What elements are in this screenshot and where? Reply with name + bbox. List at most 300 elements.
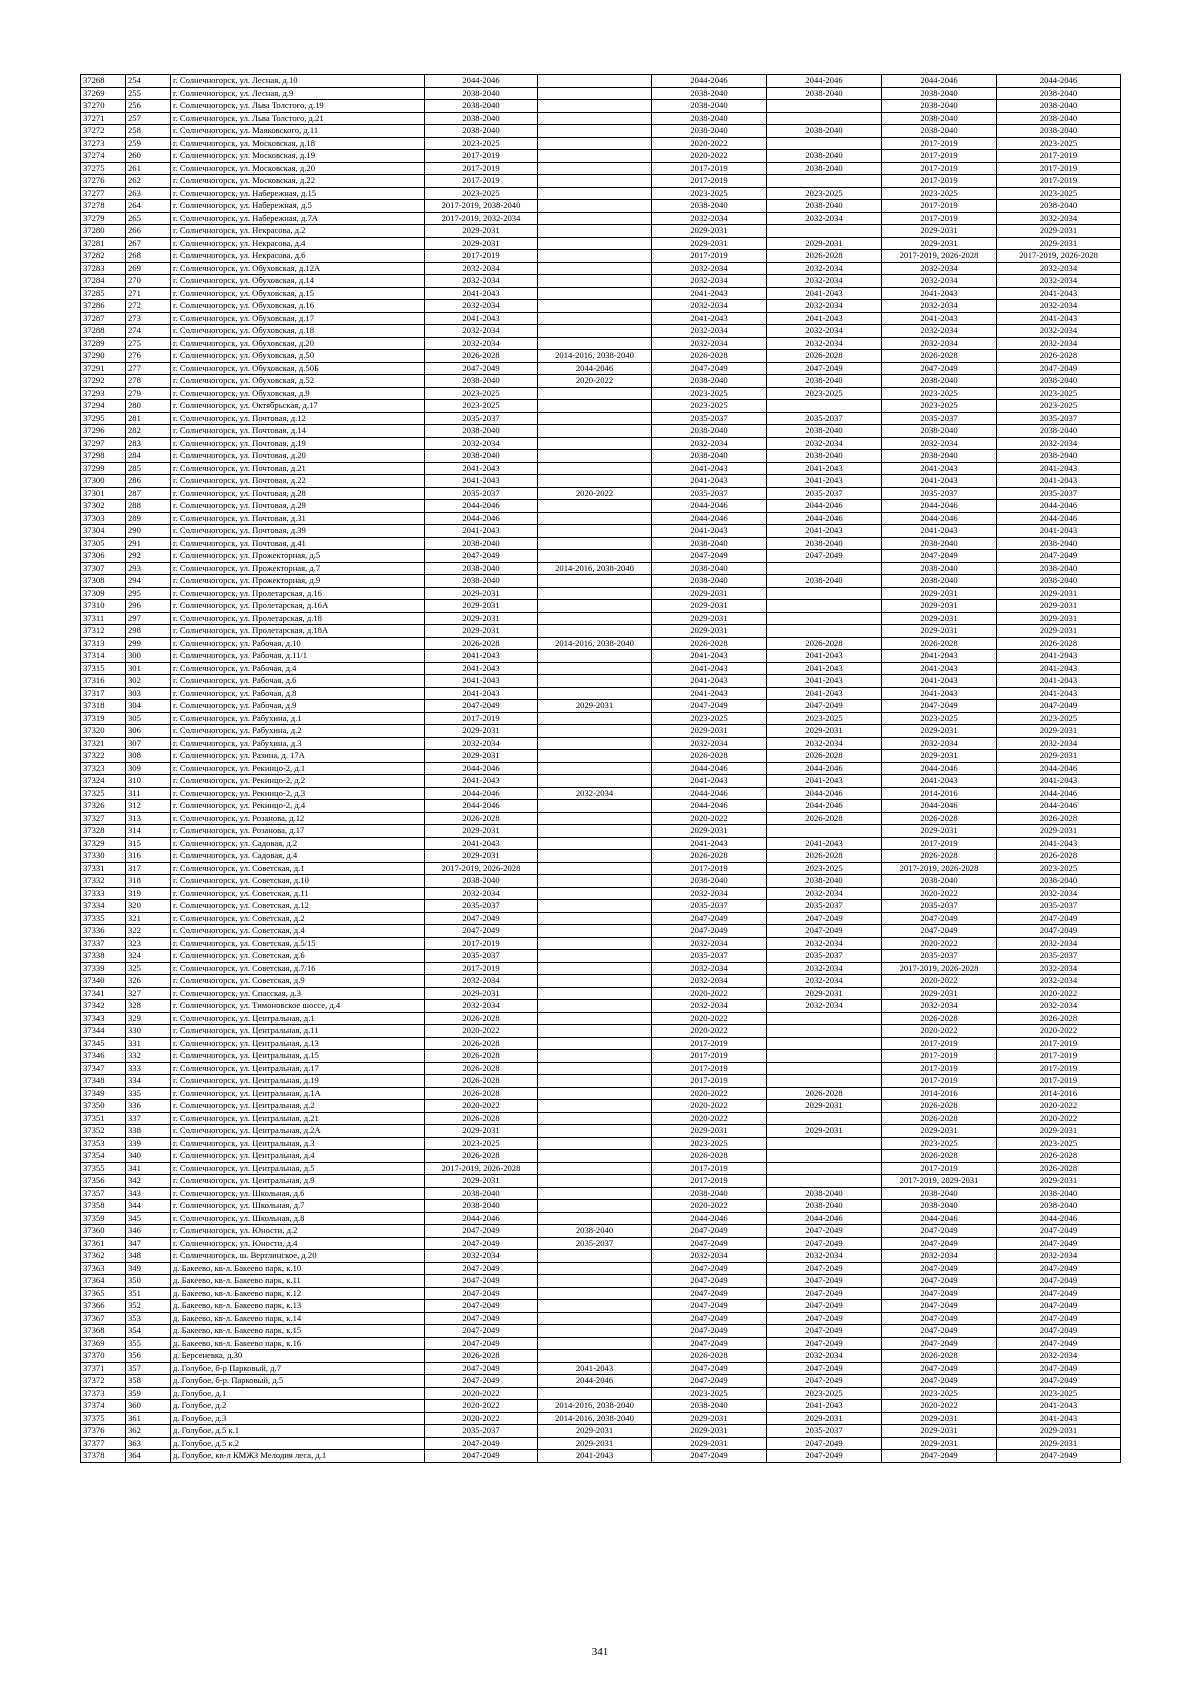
cell-address: д. Бакеево, кв-л. Бакеево парк, к.15	[171, 1325, 425, 1338]
cell-period-2: 2038-2040	[538, 1225, 652, 1238]
cell-period-2	[538, 262, 652, 275]
cell-record-id: 37286	[81, 300, 126, 313]
cell-item-number: 306	[126, 725, 171, 738]
cell-period-6: 2044-2046	[997, 75, 1121, 88]
cell-period-4: 2026-2028	[767, 1087, 882, 1100]
cell-record-id: 37364	[81, 1275, 126, 1288]
cell-address: д. Голубое, д.2	[171, 1400, 425, 1413]
cell-address: г. Солнечногорск, ул. Почтовая, д.21	[171, 462, 425, 475]
cell-period-3: 2041-2043	[652, 650, 767, 663]
table-row	[81, 537, 1121, 550]
cell-period-5: 2020-2022	[882, 1025, 997, 1038]
table-row	[81, 925, 1121, 938]
cell-period-6: 2032-2034	[997, 300, 1121, 313]
cell-period-5: 2035-2037	[882, 412, 997, 425]
cell-period-6: 2047-2049	[997, 1362, 1121, 1375]
cell-period-3: 2020-2022	[652, 1100, 767, 1113]
cell-period-3: 2029-2031	[652, 1437, 767, 1450]
table-row	[81, 1200, 1121, 1213]
cell-period-2	[538, 662, 652, 675]
cell-period-4: 2047-2049	[767, 1337, 882, 1350]
cell-period-2	[538, 1100, 652, 1113]
cell-item-number: 296	[126, 600, 171, 613]
cell-period-5: 2038-2040	[882, 562, 997, 575]
cell-period-5: 2029-2031	[882, 237, 997, 250]
cell-period-1: 2035-2037	[425, 950, 538, 963]
cell-period-3: 2029-2031	[652, 1125, 767, 1138]
cell-period-2	[538, 1350, 652, 1363]
cell-period-6: 2032-2034	[997, 1350, 1121, 1363]
cell-period-1: 2041-2043	[425, 775, 538, 788]
cell-record-id: 37316	[81, 675, 126, 688]
cell-period-4: 2041-2043	[767, 687, 882, 700]
cell-period-3: 2047-2049	[652, 1225, 767, 1238]
cell-item-number: 271	[126, 287, 171, 300]
cell-address: г. Солнечногорск, ул. Рабухина, д.2	[171, 725, 425, 738]
cell-period-4	[767, 625, 882, 638]
cell-period-5: 2044-2046	[882, 762, 997, 775]
cell-period-5: 2041-2043	[882, 462, 997, 475]
cell-item-number: 332	[126, 1050, 171, 1063]
cell-period-1: 2017-2019, 2038-2040	[425, 200, 538, 213]
table-row	[81, 1075, 1121, 1088]
cell-address: г. Солнечногорск, ул. Спасская, д.3	[171, 987, 425, 1000]
cell-address: г. Солнечногорск, ул. Советская, д.10	[171, 875, 425, 888]
cell-period-2	[538, 1212, 652, 1225]
cell-period-1: 2032-2034	[425, 975, 538, 988]
cell-item-number: 342	[126, 1175, 171, 1188]
cell-period-1: 2044-2046	[425, 787, 538, 800]
table-row	[81, 787, 1121, 800]
cell-record-id: 37272	[81, 125, 126, 138]
cell-item-number: 284	[126, 450, 171, 463]
cell-period-6: 2026-2028	[997, 637, 1121, 650]
cell-address: г. Солнечногорск, ул. Центральная, д.5	[171, 1162, 425, 1175]
cell-period-1: 2023-2025	[425, 387, 538, 400]
cell-period-2	[538, 137, 652, 150]
cell-record-id: 37303	[81, 512, 126, 525]
cell-period-6: 2047-2049	[997, 1325, 1121, 1338]
cell-period-1: 2044-2046	[425, 800, 538, 813]
cell-period-2	[538, 1287, 652, 1300]
cell-period-5: 2026-2028	[882, 350, 997, 363]
cell-item-number: 326	[126, 975, 171, 988]
cell-item-number: 310	[126, 775, 171, 788]
table-row	[81, 1400, 1121, 1413]
cell-period-3: 2038-2040	[652, 537, 767, 550]
cell-item-number: 317	[126, 862, 171, 875]
cell-period-1: 2038-2040	[425, 537, 538, 550]
cell-address: д. Бакеево, кв-л. Бакеево парк, к.10	[171, 1262, 425, 1275]
cell-item-number: 304	[126, 700, 171, 713]
cell-item-number: 338	[126, 1125, 171, 1138]
cell-period-2	[538, 675, 652, 688]
cell-period-5: 2047-2049	[882, 1275, 997, 1288]
cell-period-5: 2023-2025	[882, 1137, 997, 1150]
cell-period-2	[538, 1187, 652, 1200]
table-row	[81, 337, 1121, 350]
cell-item-number: 333	[126, 1062, 171, 1075]
cell-period-6: 2038-2040	[997, 200, 1121, 213]
cell-period-2	[538, 125, 652, 138]
cell-record-id: 37297	[81, 437, 126, 450]
cell-item-number: 290	[126, 525, 171, 538]
cell-period-2	[538, 1000, 652, 1013]
cell-period-3: 2032-2034	[652, 737, 767, 750]
cell-period-4	[767, 175, 882, 188]
table-row	[81, 1112, 1121, 1125]
cell-period-2: 2029-2031	[538, 1437, 652, 1450]
cell-period-1: 2047-2049	[425, 1287, 538, 1300]
table-row	[81, 800, 1121, 813]
table-row	[81, 500, 1121, 513]
cell-address: г. Солнечногорск, ул. Обуховская, д.15	[171, 287, 425, 300]
cell-period-2	[538, 400, 652, 413]
cell-period-4: 2038-2040	[767, 375, 882, 388]
cell-address: г. Солнечногорск, ул. Центральная, д.1А	[171, 1087, 425, 1100]
cell-period-3: 2020-2022	[652, 1087, 767, 1100]
cell-address: д. Голубое, д.5 к.2	[171, 1437, 425, 1450]
cell-address: г. Солнечногорск, ул. Пролетарская, д.18А	[171, 625, 425, 638]
cell-item-number: 323	[126, 937, 171, 950]
cell-period-2: 2032-2034	[538, 787, 652, 800]
cell-item-number: 316	[126, 850, 171, 863]
cell-period-1: 2047-2049	[425, 1375, 538, 1388]
cell-period-2	[538, 162, 652, 175]
table-row	[81, 350, 1121, 363]
cell-period-6: 2029-2031	[997, 1437, 1121, 1450]
cell-record-id: 37370	[81, 1350, 126, 1363]
cell-period-5: 2023-2025	[882, 400, 997, 413]
cell-period-3: 2017-2019	[652, 1075, 767, 1088]
cell-period-3: 2017-2019	[652, 1037, 767, 1050]
cell-period-2	[538, 1075, 652, 1088]
cell-period-1: 2032-2034	[425, 325, 538, 338]
cell-period-4: 2032-2034	[767, 262, 882, 275]
table-row	[81, 425, 1121, 438]
cell-period-1: 2047-2049	[425, 1275, 538, 1288]
cell-period-5: 2029-2031	[882, 1425, 997, 1438]
table-row	[81, 1000, 1121, 1013]
cell-period-3: 2032-2034	[652, 962, 767, 975]
table-row	[81, 100, 1121, 113]
cell-period-1: 2047-2049	[425, 700, 538, 713]
table-row	[81, 1062, 1121, 1075]
cell-period-6: 2017-2019	[997, 1050, 1121, 1063]
cell-period-1: 2020-2022	[425, 1100, 538, 1113]
cell-period-1: 2029-2031	[425, 1125, 538, 1138]
cell-period-4: 2023-2025	[767, 387, 882, 400]
cell-record-id: 37363	[81, 1262, 126, 1275]
table-row	[81, 1087, 1121, 1100]
cell-period-6: 2047-2049	[997, 1275, 1121, 1288]
cell-period-2	[538, 212, 652, 225]
cell-period-3: 2029-2031	[652, 1412, 767, 1425]
table-row	[81, 262, 1121, 275]
cell-period-6: 2032-2034	[997, 325, 1121, 338]
cell-address: г. Солнечногорск, ул. Центральная, д.15	[171, 1050, 425, 1063]
cell-period-3: 2047-2049	[652, 1450, 767, 1463]
cell-period-4: 2038-2040	[767, 1187, 882, 1200]
cell-period-3: 2026-2028	[652, 850, 767, 863]
cell-record-id: 37330	[81, 850, 126, 863]
table-row	[81, 1187, 1121, 1200]
table-row	[81, 862, 1121, 875]
cell-period-4: 2032-2034	[767, 937, 882, 950]
cell-address: г. Солнечногорск, ул. Центральная, д.3	[171, 1137, 425, 1150]
cell-period-1: 2026-2028	[425, 1062, 538, 1075]
cell-item-number: 281	[126, 412, 171, 425]
cell-period-4: 2029-2031	[767, 725, 882, 738]
cell-address: г. Солнечногорск, ул. Льва Толстого, д.19	[171, 100, 425, 113]
cell-period-1: 2032-2034	[425, 1000, 538, 1013]
cell-period-3: 2032-2034	[652, 1250, 767, 1263]
cell-address: г. Солнечногорск, ул. Обуховская, д.50Б	[171, 362, 425, 375]
cell-period-1: 2047-2049	[425, 550, 538, 563]
table-row	[81, 250, 1121, 263]
table-row	[81, 762, 1121, 775]
cell-period-5: 2047-2049	[882, 1237, 997, 1250]
cell-record-id: 37295	[81, 412, 126, 425]
cell-period-5: 2041-2043	[882, 662, 997, 675]
cell-period-1: 2032-2034	[425, 737, 538, 750]
cell-period-5: 2038-2040	[882, 87, 997, 100]
cell-period-1: 2017-2019	[425, 150, 538, 163]
cell-record-id: 37290	[81, 350, 126, 363]
cell-period-1: 2041-2043	[425, 312, 538, 325]
cell-item-number: 308	[126, 750, 171, 763]
cell-period-2	[538, 1275, 652, 1288]
table-row	[81, 612, 1121, 625]
cell-period-4: 2032-2034	[767, 337, 882, 350]
table-row	[81, 562, 1121, 575]
cell-address: г. Солнечногорск, ул. Лесная, д.9	[171, 87, 425, 100]
cell-address: г. Солнечногорск, ул. Центральная, д.2	[171, 1100, 425, 1113]
cell-period-1: 2041-2043	[425, 287, 538, 300]
cell-record-id: 37342	[81, 1000, 126, 1013]
cell-period-6: 2035-2037	[997, 487, 1121, 500]
cell-period-5: 2020-2022	[882, 937, 997, 950]
cell-period-4: 2029-2031	[767, 1412, 882, 1425]
cell-period-5: 2026-2028	[882, 1112, 997, 1125]
table-row	[81, 137, 1121, 150]
cell-period-3: 2026-2028	[652, 750, 767, 763]
cell-period-4	[767, 100, 882, 113]
cell-period-1: 2029-2031	[425, 625, 538, 638]
cell-period-4	[767, 1137, 882, 1150]
table-row	[81, 87, 1121, 100]
cell-period-2	[538, 862, 652, 875]
cell-item-number: 270	[126, 275, 171, 288]
cell-period-2	[538, 750, 652, 763]
cell-period-5: 2026-2028	[882, 1350, 997, 1363]
table-row	[81, 912, 1121, 925]
cell-period-6: 2047-2049	[997, 700, 1121, 713]
cell-period-4: 2041-2043	[767, 287, 882, 300]
cell-item-number: 293	[126, 562, 171, 575]
cell-period-4: 2038-2040	[767, 1200, 882, 1213]
cell-period-6: 2047-2049	[997, 1312, 1121, 1325]
cell-item-number: 339	[126, 1137, 171, 1150]
cell-period-5: 2029-2031	[882, 612, 997, 625]
cell-address: д. Бакеево, кв-л. Бакеево парк, к.13	[171, 1300, 425, 1313]
cell-period-6: 2026-2028	[997, 850, 1121, 863]
cell-period-6: 2017-2019	[997, 1062, 1121, 1075]
cell-period-3: 2026-2028	[652, 637, 767, 650]
cell-period-2: 2044-2046	[538, 362, 652, 375]
cell-period-1: 2038-2040	[425, 575, 538, 588]
cell-period-1: 2032-2034	[425, 300, 538, 313]
cell-item-number: 362	[126, 1425, 171, 1438]
cell-address: г. Солнечногорск, ул. Обуховская, д.14	[171, 275, 425, 288]
cell-period-6: 2044-2046	[997, 500, 1121, 513]
cell-address: г. Солнечногорск, ул. Советская, д.5/15	[171, 937, 425, 950]
cell-period-4	[767, 400, 882, 413]
cell-period-1: 2041-2043	[425, 662, 538, 675]
cell-record-id: 37289	[81, 337, 126, 350]
table-row	[81, 475, 1121, 488]
cell-period-2	[538, 437, 652, 450]
table-row	[81, 875, 1121, 888]
cell-period-1: 2044-2046	[425, 75, 538, 88]
cell-period-6: 2017-2019	[997, 1075, 1121, 1088]
cell-period-5: 2035-2037	[882, 950, 997, 963]
cell-address: г. Солнечногорск, ул. Маяковского, д.11	[171, 125, 425, 138]
table-row	[81, 712, 1121, 725]
cell-item-number: 348	[126, 1250, 171, 1263]
cell-period-6: 2038-2040	[997, 575, 1121, 588]
cell-record-id: 37345	[81, 1037, 126, 1050]
cell-item-number: 359	[126, 1387, 171, 1400]
cell-period-4: 2047-2049	[767, 912, 882, 925]
cell-address: г. Солнечногорск, ул. Обуховская, д.9	[171, 387, 425, 400]
cell-period-4: 2029-2031	[767, 987, 882, 1000]
cell-period-4	[767, 1025, 882, 1038]
cell-period-3: 2038-2040	[652, 87, 767, 100]
cell-item-number: 292	[126, 550, 171, 563]
cell-period-1: 2017-2019	[425, 250, 538, 263]
table-row	[81, 625, 1121, 638]
cell-period-2	[538, 1062, 652, 1075]
cell-period-5: 2041-2043	[882, 287, 997, 300]
cell-period-6: 2038-2040	[997, 537, 1121, 550]
table-row	[81, 737, 1121, 750]
cell-period-3: 2020-2022	[652, 1025, 767, 1038]
cell-address: г. Солнечногорск, ул. Юности, д.2	[171, 1225, 425, 1238]
cell-period-6: 2032-2034	[997, 212, 1121, 225]
cell-period-3: 2020-2022	[652, 137, 767, 150]
table-row	[81, 1025, 1121, 1038]
cell-period-2	[538, 1250, 652, 1263]
cell-period-4: 2044-2046	[767, 787, 882, 800]
cell-period-1: 2020-2022	[425, 1412, 538, 1425]
cell-record-id: 37268	[81, 75, 126, 88]
cell-period-2	[538, 112, 652, 125]
cell-item-number: 257	[126, 112, 171, 125]
cell-address: г. Солнечногорск, ул. Прожекторная, д.7	[171, 562, 425, 575]
cell-period-1: 2026-2028	[425, 1087, 538, 1100]
cell-period-2	[538, 312, 652, 325]
cell-record-id: 37375	[81, 1412, 126, 1425]
cell-period-6: 2041-2043	[997, 312, 1121, 325]
cell-address: г. Солнечногорск, ул. Рабухина, д.3	[171, 737, 425, 750]
cell-item-number: 340	[126, 1150, 171, 1163]
cell-period-5: 2017-2019	[882, 137, 997, 150]
table-row	[81, 725, 1121, 738]
cell-period-4: 2035-2037	[767, 900, 882, 913]
cell-period-2	[538, 325, 652, 338]
cell-period-4: 2026-2028	[767, 850, 882, 863]
cell-address: г. Солнечногорск, ул. Школьная, д.6	[171, 1187, 425, 1200]
cell-record-id: 37300	[81, 475, 126, 488]
cell-item-number: 347	[126, 1237, 171, 1250]
cell-period-2	[538, 737, 652, 750]
cell-period-3: 2044-2046	[652, 1212, 767, 1225]
cell-period-1: 2026-2028	[425, 1112, 538, 1125]
cell-item-number: 361	[126, 1412, 171, 1425]
cell-period-4: 2047-2049	[767, 1437, 882, 1450]
cell-period-1: 2029-2031	[425, 987, 538, 1000]
cell-period-3: 2020-2022	[652, 1112, 767, 1125]
cell-period-4: 2047-2049	[767, 1450, 882, 1463]
cell-period-1: 2029-2031	[425, 825, 538, 838]
cell-period-3: 2044-2046	[652, 787, 767, 800]
cell-address: г. Солнечногорск, ул. Некрасова, д.6	[171, 250, 425, 263]
cell-address: д. Голубое, б-р. Парковый, д.5	[171, 1375, 425, 1388]
cell-address: г. Солнечногорск, ул. Почтовая, д.12	[171, 412, 425, 425]
cell-period-2: 2014-2016, 2038-2040	[538, 637, 652, 650]
cell-record-id: 37323	[81, 762, 126, 775]
cell-item-number: 300	[126, 650, 171, 663]
cell-period-5: 2041-2043	[882, 775, 997, 788]
cell-address: г. Солнечногорск, ул. Набережная, д.7А	[171, 212, 425, 225]
cell-period-2	[538, 962, 652, 975]
cell-period-4: 2026-2028	[767, 637, 882, 650]
cell-period-3: 2041-2043	[652, 287, 767, 300]
cell-period-5: 2029-2031	[882, 625, 997, 638]
cell-period-5: 2044-2046	[882, 75, 997, 88]
cell-period-4: 2032-2034	[767, 1000, 882, 1013]
table-row	[81, 650, 1121, 663]
cell-address: г. Солнечногорск, ул. Центральная, д.4	[171, 1150, 425, 1163]
cell-record-id: 37277	[81, 187, 126, 200]
cell-period-6: 2044-2046	[997, 762, 1121, 775]
table-row	[81, 1312, 1121, 1325]
cell-record-id: 37317	[81, 687, 126, 700]
cell-address: г. Солнечногорск, ул. Почтовая, д.28	[171, 487, 425, 500]
cell-record-id: 37343	[81, 1012, 126, 1025]
cell-period-6: 2017-2019	[997, 162, 1121, 175]
cell-record-id: 37326	[81, 800, 126, 813]
cell-period-2	[538, 987, 652, 1000]
cell-record-id: 37359	[81, 1212, 126, 1225]
cell-period-5: 2044-2046	[882, 800, 997, 813]
cell-period-4: 2032-2034	[767, 737, 882, 750]
cell-period-1: 2038-2040	[425, 112, 538, 125]
table-row	[81, 675, 1121, 688]
cell-period-4: 2038-2040	[767, 425, 882, 438]
cell-period-4: 2038-2040	[767, 200, 882, 213]
cell-period-4: 2032-2034	[767, 437, 882, 450]
table-row	[81, 125, 1121, 138]
table-row	[81, 837, 1121, 850]
table-body	[81, 75, 1121, 1463]
cell-period-3: 2017-2019	[652, 175, 767, 188]
cell-period-1: 2047-2049	[425, 1325, 538, 1338]
cell-period-5: 2029-2031	[882, 1125, 997, 1138]
cell-period-2	[538, 1175, 652, 1188]
cell-period-5: 2029-2031	[882, 1437, 997, 1450]
